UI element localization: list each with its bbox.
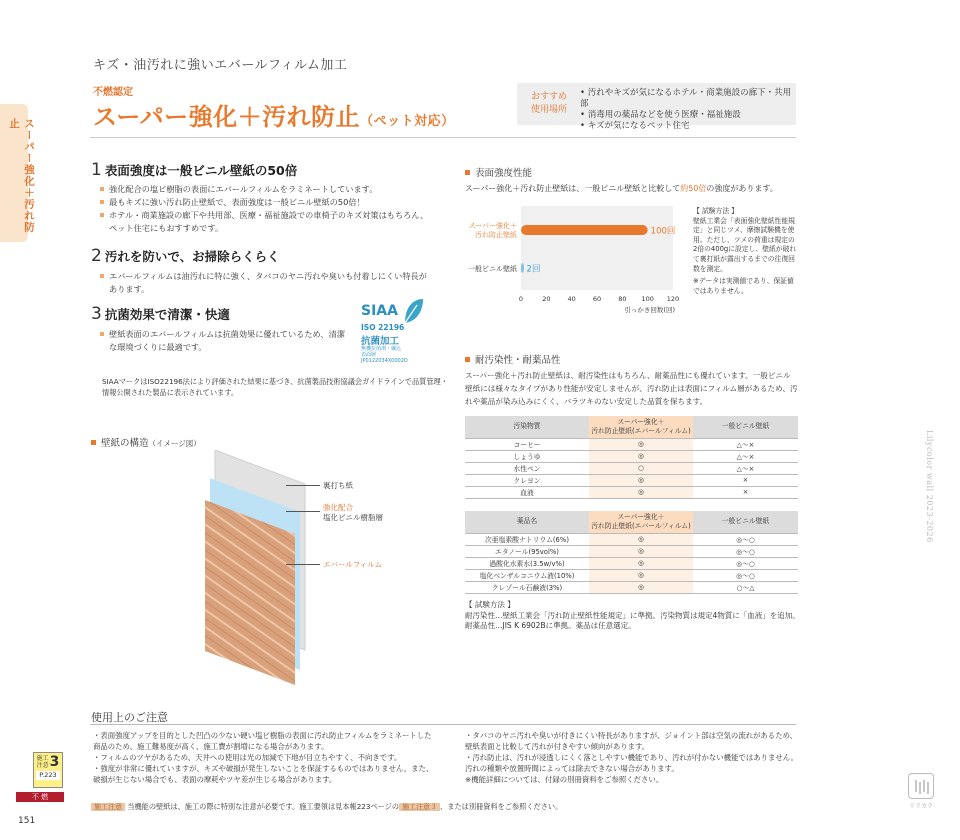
table-cell: コーヒー [465,438,589,450]
table-row [465,581,798,593]
siaa-sub2: 表面層 [361,352,377,358]
bullet: 壁紙表面のエバールフィルムは抗菌効果に優れているため、清潔な環境づくりに最適です。 [100,328,350,354]
badge-label [37,755,49,769]
feature-bullets [100,270,430,296]
table-cell: エタノール(95vol%) [465,545,589,557]
page-subtitle: キズ・油汚れに強いエバールフィルム加工 [93,58,348,73]
table-cell: × [693,474,798,486]
category-tab[interactable] [0,104,35,242]
feature-title-text: 表面強度は一般ビニル壁紙の50倍 [104,163,298,178]
table-cell: 過酸化水素水(3.5w/v%) [465,557,589,569]
siaa-sub1: 無機抗菌剤・練込 [361,346,402,352]
test-method-title: 【 試験方法 】 [693,207,739,215]
structure-heading [91,435,201,449]
siaa-mark [361,297,427,369]
divider [90,137,796,138]
plot-area [521,206,673,290]
footer-text: 当機能の壁紙は、施工の際に特別な注意が必要です。施工要領は見本帳223ページの [127,802,400,811]
table-header: 一般ビニル壁紙 [693,511,798,533]
logo-mark-icon [909,774,935,800]
recommend-item: • 汚れやキズが気になるホテル・商業施設の廊下・共用部 [580,88,792,109]
feature-title-text: 汚れを防いで、お掃除らくらく [104,249,280,264]
tick-label: 100 [641,295,654,303]
table-cell: ◎〜○ [693,545,798,557]
usage-note: ・表面強度アップを目的とした凹凸の少ない硬い塩ビ樹脂の表面に汚れ防止フィルムをラミネートした商品のため、施工難易度が高く、施工費が割増になる場合があります。 [93,731,432,751]
table-cell: ◎ [589,581,693,593]
test-method-note: ※データは実測値であり、保証値ではありません。 [693,277,794,295]
table-cell: ◎ [589,486,693,498]
table-row [465,474,798,486]
layer-label-pvc [323,503,383,523]
feature-number: 3 [91,304,102,324]
table-cell: ◎ [589,474,693,486]
table-cell: しょうゆ [465,450,589,462]
usage-notes-right [465,730,800,785]
table-cell: ◎〜○ [693,557,798,569]
brand-logo-icon [908,773,934,799]
usage-note: ・フィルムのツヤがあるため、天井への使用は光の加減で下地が目立ちやすく、不向きです。 [93,753,402,762]
siaa-logo-text: SIAA [361,303,398,319]
strength-desc-a: スーパー強化＋汚れ防止壁紙は、一般ビニル壁紙と比較して [465,184,681,193]
strength-chart [463,200,688,320]
title-main: スーパー強化＋汚れ防止 [93,103,361,131]
strength-desc [465,182,778,196]
feature-title [91,304,230,324]
bullet: エバールフィルムは油汚れに特に強く、タバコのヤニ汚れや臭いも付着しにくい特長があります。 [100,270,430,296]
recommend-item: • キズが気になるペット住宅 [580,121,690,131]
footer-note [91,802,562,812]
footer-tag: 施工注意 [91,803,125,811]
feature-number: 2 [91,246,102,266]
layer-label-pvc-b: 塩化ビニル樹脂層 [323,513,383,522]
table-header: 薬品名 [465,511,589,533]
recommend-label: おすすめ使用場所 [530,92,568,115]
stain-desc: スーパー強化＋汚れ防止壁紙は、耐汚染性はもちろん、耐薬品性にも優れています。一般ビニル壁紙には様々なタイプがあり性能が安定しませんが、汚れ防止は表面にフィルム層があるため、汚れや薬品が染み込みにくく、バラツキのない安定した品質を保ちます。 [465,371,798,406]
table-cell: ◎ [589,545,693,557]
table-row [465,557,798,569]
test-method-text: 壁紙工業会「表面強化壁紙性能規定」と同じツメ、摩擦試験機を使用。ただし、ツメの荷重は規定の2倍の400gに設定し、壁紙が破れて裏打紙が露出するまでの往復回数を測定。 [693,216,797,273]
bullet: 強化配合の塩ビ樹脂の表面にエバールフィルムをラミネートしています。 [100,183,430,196]
footer-text: 、または別冊資料をご参照ください。 [440,802,563,811]
layer-label-eval: エバールフィルム [323,560,382,569]
strength-desc-b: の強度があります。 [706,184,778,193]
table-cell: × [693,486,798,498]
usage-note: ・汚れ防止は、汚れが浸透しにくく落としやすい機能であり、汚れが付かない機能ではありません。汚れの種類や放置時間によっては除去できない場合があります。 [465,753,799,773]
feature-title [91,160,297,180]
table-cell: ◎〜○ [693,533,798,545]
strength-desc-highlight: 約50倍 [680,184,707,193]
leader-line [286,485,320,486]
stain-heading: 耐汚染性・耐薬品性 [465,352,561,366]
category-label: スーパー強化＋汚れ防止壁紙 [468,222,517,239]
table-cell: クレヨン [465,474,589,486]
fireproof-badge: 不燃認定 [93,87,133,98]
title-small: （ペット対応） [360,114,455,129]
bar-value-label: 100回 [650,226,676,237]
table-cell: ◎ [589,533,693,545]
divider [90,724,796,725]
table-row [465,438,798,450]
siaa-code: JP0122034X0002D [361,358,408,364]
siaa-leaf-icon [401,297,425,325]
feature-bullets [100,328,350,354]
tick-label: 120 [666,295,680,303]
table-row [465,545,798,557]
layer-label-pvc-a: 強化配合 [323,503,353,512]
page-number: 151 [18,816,36,826]
structure-heading-small: （イメージ図） [148,439,201,448]
table-cell: ◎〜○ [693,569,798,581]
leader-line [286,564,320,565]
badge-page: P.223 [36,771,60,780]
table-cell: △〜× [693,462,798,474]
table-row [465,533,798,545]
table-header: 一般ビニル壁紙 [693,416,798,438]
table-header: スーパー強化＋ 汚れ防止壁紙(エバールフィルム) [589,511,693,533]
table-cell: ◎ [589,569,693,581]
recommend-item: • 消毒用の薬品などを使う医療・福祉施設 [580,110,741,120]
structure-heading-text: 壁紙の構造 [101,438,149,449]
layer-label-backing: 裏打ち紙 [323,481,353,490]
stain-table [465,416,798,499]
table-cell: 塩化ベンザルコニウム液(10%) [465,569,589,581]
table-row [465,462,798,474]
feature-title-text: 抗菌効果で清潔・快適 [104,307,230,322]
bullet: ホテル・商業施設の廊下や共用部、医療・福祉施設での車椅子のキズ対策はもちろん、ペット住宅にもおすすめです。 [100,209,430,235]
leader-line [286,511,320,512]
siaa-note: SIAAマークはISO22196法により評価された結果に基づき、抗菌製品技術協議会ガイドラインで品質管理・情報公開された製品に表示されています。 [102,377,448,397]
brand-logo-text: リリカラ [909,803,933,810]
siaa-iso: ISO 22196 [361,323,405,332]
usage-heading: 使用上のご注意 [91,711,168,724]
recommend-box [517,83,796,131]
usage-note: ※機能詳細については、付録の別冊資料をご参照ください。 [465,775,664,784]
tick-label: 80 [618,295,627,303]
table-row [465,450,798,462]
bar [521,225,648,235]
table-cell: ○ [589,462,693,474]
bar-value-label: 2回 [526,264,541,275]
table-row [465,569,798,581]
tick-label: 20 [542,295,551,303]
table-cell: 次亜塩素酸ナトリウム(6%) [465,533,589,545]
feature-title [91,246,280,266]
table-cell: △〜× [693,450,798,462]
table-cell: ◎ [589,450,693,462]
strength-heading: 表面強度性能 [465,165,532,179]
table-header: スーパー強化＋ 汚れ防止壁紙(エバールフィルム) [589,416,693,438]
usage-notes-left [93,730,435,785]
table-header: 汚染物質 [465,416,589,438]
tick-label: 0 [518,295,524,303]
catalog-vertical-text: Lilycolor wall 2023-2026 [925,430,934,543]
tick-label: 60 [592,295,602,303]
usage-note: ・タバコのヤニ汚れや臭いが付きにくい特長がありますが、ジョイント部は空気の流れがあるため、壁紙表面と比較して汚れが付きやすい傾向があります。 [465,731,798,751]
footer-tag-ref[interactable]: 施工注意３ [399,803,440,811]
chemical-table [465,511,798,594]
test-method-text: 耐汚染性…壁紙工業会「汚れ防止壁紙性能規定」に準拠。汚染物質は規定4物質に「血液」を追加。 [465,610,800,620]
strength-test-method [693,207,798,296]
recommend-list [580,88,796,132]
fireproof-tag: 不 燃 [16,792,64,802]
page-title [93,97,455,132]
bar [521,263,524,273]
table-cell: ◎ [589,557,693,569]
siaa-label: 抗菌加工 [361,336,400,347]
bullet: 最もキズに強い汚れ防止壁紙で、表面強度は一般ビニル壁紙の50倍！ [100,196,430,209]
badge-number: 3 [49,753,60,770]
table-cell: ○〜△ [693,581,798,593]
category-label: 一般ビニル壁紙 [468,265,517,273]
table-cell: 水性ペン [465,462,589,474]
table-cell: 血液 [465,486,589,498]
construction-note-badge[interactable] [33,752,63,788]
test-method-text: 耐薬品性…JIS K 6902Bに準拠。薬品は任意選定。 [465,621,636,630]
test-method-title: 【 試験方法 】 [465,600,515,609]
table-cell: ◎ [589,438,693,450]
siaa-sub [361,346,408,364]
badge-top [34,755,62,769]
x-axis-label: 引っかき回数(回) [624,306,675,314]
table-cell: △〜× [693,438,798,450]
feature-number: 1 [91,160,102,180]
table-cell: クレゾール石鹸液(3%) [465,581,589,593]
feature-bullets [100,183,430,235]
category-tab-label: スーパー強化＋汚れ防止 [8,118,35,233]
tick-label: 40 [567,295,576,303]
badge-label-2: 注意 [36,762,49,769]
usage-note: ・強度が非常に優れていますが、キズや破損が発生しないことを保証するものではありません。また、破損が生じない場合でも、表面の摩耗やツヤ差が生じる場合があります。 [93,764,434,784]
table-row [465,486,798,498]
stain-test-method [465,600,800,632]
badge-label-1: 施工 [36,755,49,762]
